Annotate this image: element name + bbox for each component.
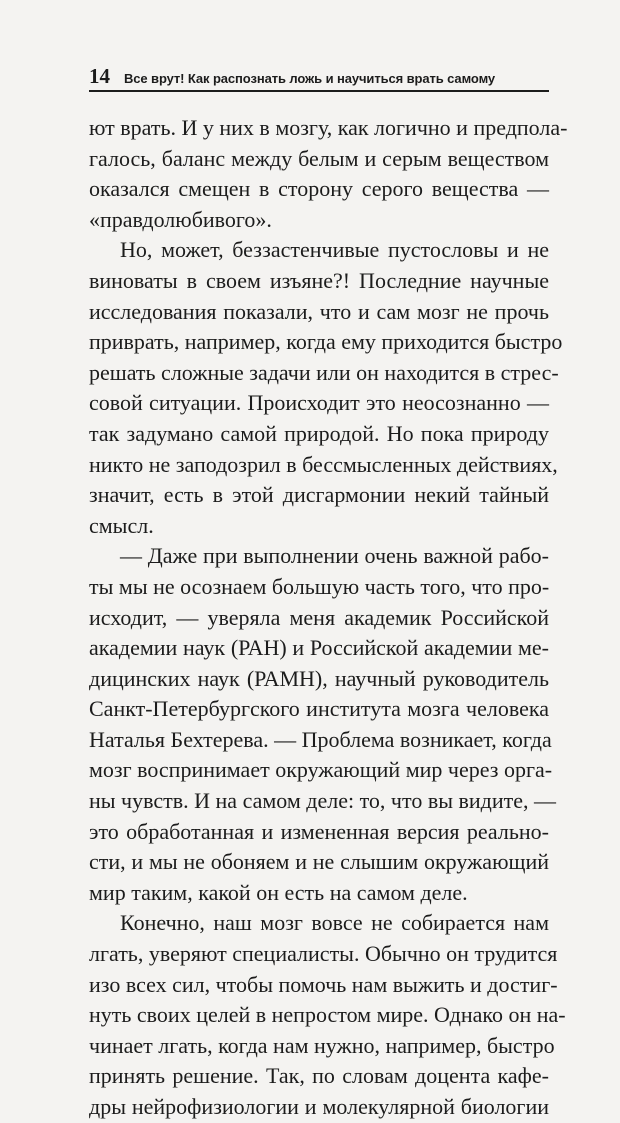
text-line: «правдолюбивого». xyxy=(89,206,272,232)
text-line: ты мы не осознаем большую часть того, что про- xyxy=(89,573,550,599)
text-line: исследования показали, что и сам мозг не прочь xyxy=(89,298,549,324)
text-line: значит, есть в этой дисгармонии некий тайный xyxy=(89,482,549,508)
text-line: решать сложные задачи или он находится в стрес- xyxy=(89,359,559,385)
text-line: Санкт-Петербургского института мозга человека xyxy=(89,696,549,722)
text-line: ны чувств. И на самом деле: то, что вы видите, — xyxy=(89,788,556,814)
text-line: — Даже при выполнении очень важной рабо- xyxy=(120,543,549,569)
text-line: дицинских наук (РАМН), научный руководитель xyxy=(89,665,549,691)
text-line: так задумано самой природой. Но пока природу xyxy=(89,420,549,446)
text-line: виноваты в своем изъяне?! Последние научные xyxy=(89,267,549,293)
text-line: совой ситуации. Происходит это неосознанно — xyxy=(89,390,549,416)
running-title: Все врут! Как распознать ложь и научиться врать самому xyxy=(124,71,496,86)
text-line: мозг воспринимает окружающий мир через орга- xyxy=(89,757,553,783)
text-line: академии наук (РАН) и Российской академии ме- xyxy=(89,635,549,661)
text-line: исходит, — уверяла меня академик Российской xyxy=(89,604,549,630)
text-line: это обработанная и измененная версия реально- xyxy=(89,818,549,844)
text-line: Конечно, наш мозг вовсе не собирается нам xyxy=(120,910,549,936)
text-line: нуть своих целей в непростом мире. Однако он на- xyxy=(89,1002,566,1028)
text-line: ют врать. И у них в мозгу, как логично и предпола- xyxy=(89,115,568,140)
text-line: чинает лгать, когда нам нужно, например, быстро xyxy=(89,1032,555,1058)
body-text xyxy=(89,113,568,1123)
text-line: Наталья Бехтерева. — Проблема возникает, когда xyxy=(89,726,552,752)
text-line: смысл. xyxy=(89,512,154,538)
running-header xyxy=(89,62,549,92)
text-line: принять решение. Так, по словам доцента кафе- xyxy=(89,1063,549,1089)
text-line: мир таким, какой он есть на самом деле. xyxy=(89,879,468,905)
text-line: оказался смещен в сторону серого вещества — xyxy=(89,176,549,202)
text-line: Но, может, беззастенчивые пустословы и не xyxy=(120,237,549,263)
text-line: никто не заподозрил в бессмысленных действиях, xyxy=(89,451,558,477)
page-number: 14 xyxy=(89,64,110,88)
text-line: сти, и мы не обоняем и не слышим окружающий xyxy=(89,849,549,875)
text-line: галось, баланс между белым и серым веществом xyxy=(89,145,549,171)
text-line: лгать, уверяют специалисты. Обычно он трудится xyxy=(89,941,558,967)
text-line: приврать, например, когда ему приходится быстро xyxy=(89,329,563,355)
text-line: дры нейрофизиологии и молекулярной биологии xyxy=(89,1094,549,1119)
text-line: изо всех сил, чтобы помочь нам выжить и достиг- xyxy=(89,971,558,997)
